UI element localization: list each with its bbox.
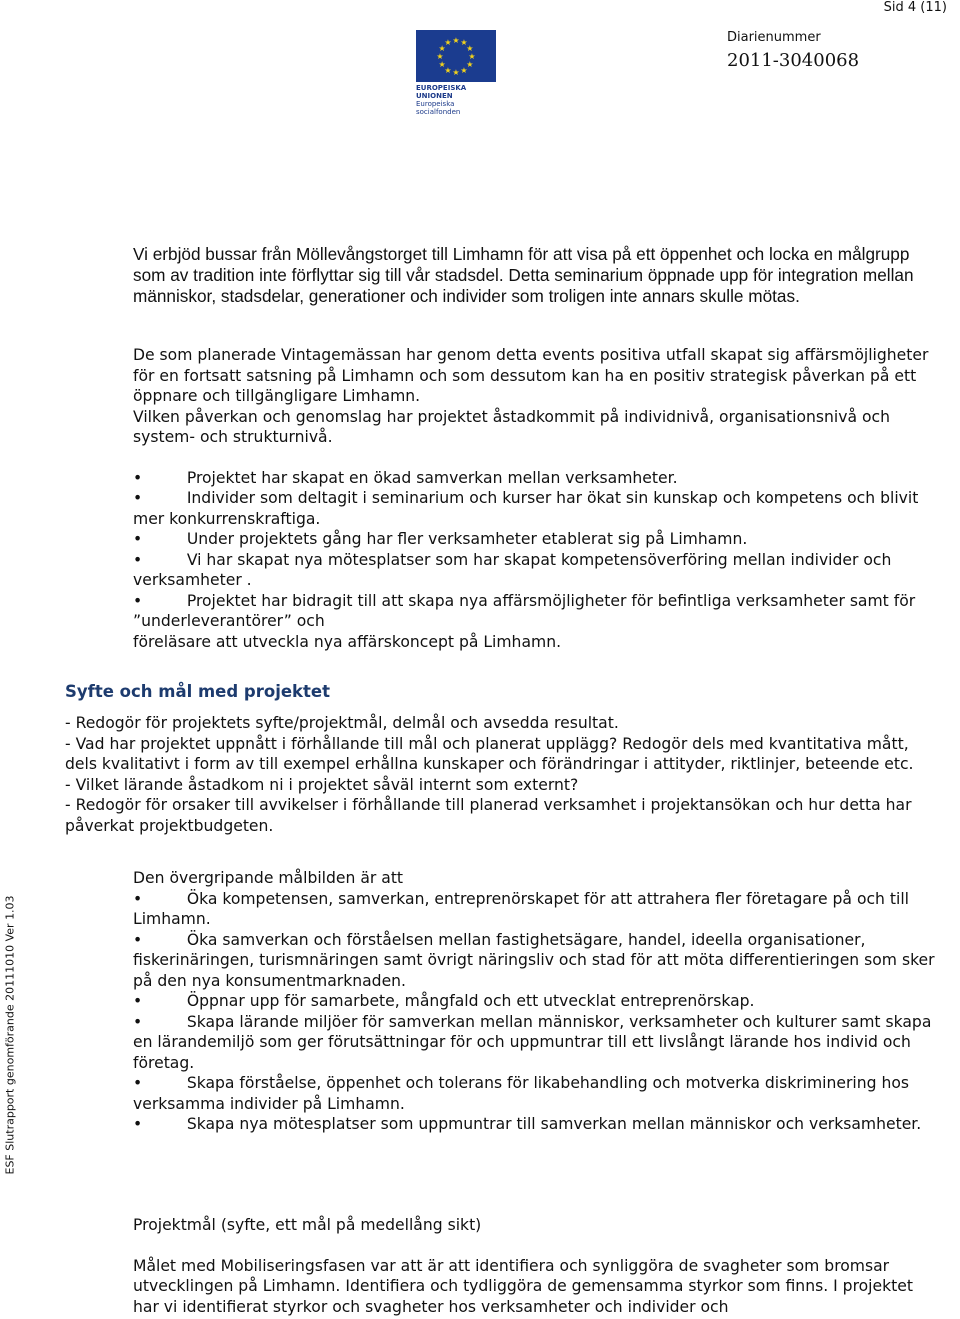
list-item: • Skapa lärande miljöer för samverkan mellan människor, verksamheter och kulturer samt skapa en lärandemiljö som ger förutsättningar för och uppmuntrar till ett livslångt lärande hos individ och företag. — [133, 1012, 932, 1072]
list-item: • Projektet har skapat en ökad samverkan mellan verksamheter. — [133, 468, 678, 487]
impact-tail: föreläsare att utveckla nya affärskoncept på Limhamn. — [133, 632, 562, 651]
spacer — [133, 448, 938, 468]
eu-star-icon: ★ — [466, 44, 474, 53]
eu-star-icon: ★ — [438, 44, 446, 53]
goal-section — [133, 868, 938, 1135]
intro-paragraph: Vi erbjöd bussar från Möllevångstorget till Limhamn för att visa på ett öppenhet och locka en målgrupp som av tradition inte förflyttar sig till vår stadsdel. Detta seminarium öppnade upp för integration mellan människor, stadsdelar, generationer och individer som troligen inte annars skulle mötas. — [133, 244, 914, 306]
instruction-line: - Redogör för orsaker till avvikelser i förhållande till planerad verksamhet i projektansökan och hur detta har påverkat projektbudgeten. — [65, 796, 912, 835]
eu-flag-icon — [416, 30, 496, 82]
eu-star-icon: ★ — [460, 65, 468, 75]
list-item: • Under projektets gång har fler verksamheter etablerat sig på Limhamn. — [133, 530, 748, 548]
logo-line-2: Europeiska socialfonden — [416, 100, 461, 116]
impact-question: Vilken påverkan och genomslag har projektet åstadkommit på individnivå, organisationsnivå och system- och strukturnivå. — [133, 407, 890, 446]
eu-star-icon: ★ — [444, 38, 452, 48]
eu-star-icon: ★ — [436, 52, 444, 61]
list-item: • Öka kompetensen, samverkan, entreprenörskapet för att attrahera fler företagare på och till Limhamn. — [133, 889, 910, 928]
list-item: • Skapa nya mötesplatser som uppmuntrar till samverkan mellan människor och verksamheter. — [133, 1115, 922, 1133]
spacer — [133, 1236, 938, 1256]
eu-star-icon: ★ — [468, 52, 476, 61]
eu-star-icon: ★ — [452, 36, 460, 45]
eu-star-icon: ★ — [438, 60, 446, 69]
impact-section — [133, 345, 938, 652]
projektmal-section — [133, 1215, 938, 1317]
eu-star-icon: ★ — [444, 65, 452, 75]
diarienummer-label: Diarienummer — [727, 30, 821, 45]
list-item: • Öka samverkan och förståelsen mellan fastighetsägare, handel, ideella organisationer, fiskerinäringen, turismnäringen samt övrigt näringsliv och stad för att möta differentieringen som sker på den nya konsumentmarknaden. — [133, 930, 935, 990]
list-item: • Skapa förståelse, öppenhet och tolerans för likabehandling och motverka diskriminering hos verksamma individer på Limhamn. — [133, 1074, 910, 1113]
eu-star-icon: ★ — [466, 60, 474, 69]
list-item: • Vi har skapat nya mötesplatser som har skapat kompetensöverföring mellan individer och verksamheter . — [133, 550, 892, 589]
list-item: • Öppnar upp för samarbete, mångfald och ett utvecklat entreprenörskap. — [133, 992, 755, 1010]
eu-star-icon: ★ — [452, 68, 460, 77]
projektmal-paragraph: Målet med Mobiliseringsfasen var att är att identifiera och synliggöra de svagheter som bromsar utvecklingen på Limhamn. Identifiera och tydliggöra de gemensamma styrkor som finns. I projektet har vi identifierat styrkor och svagheter hos verksamheter och individer och — [133, 1256, 913, 1316]
page-number: Sid 4 (11) — [883, 0, 947, 15]
instruction-line: - Redogör för projektets syfte/projektmål, delmål och avsedda resultat. — [65, 714, 619, 732]
eu-logo — [416, 30, 500, 116]
list-item: • Individer som deltagit i seminarium och kurser har ökat sin kunskap och kompetens och blivit mer konkurrenskraftiga. — [133, 489, 919, 528]
document-version-label: ESF Slutrapport genomförande 20111010 Ver 1.03 — [3, 895, 17, 1175]
section-heading: Syfte och mål med projektet — [65, 682, 330, 701]
goal-intro: Den övergripande målbilden är att — [133, 869, 404, 887]
projektmal-heading: Projektmål (syfte, ett mål på medellång sikt) — [133, 1216, 482, 1234]
instruction-line: - Vad har projektet uppnått i förhållande till mål och planerat upplägg? Redogör dels med kvantitativa mått, dels kvalitativt i form av till exempel erhållna kunskaper och förändringar i attityder, riktlinjer, beteende etc. — [65, 734, 914, 773]
instruction-line: - Vilket lärande åstadkom ni i projektet såväl internt som externt? — [65, 775, 579, 794]
vintage-paragraph: De som planerade Vintagemässan har genom detta events positiva utfall skapat sig affärsmöjligheter för en fortsatt satsning på Limhamn och som dessutom kan ha en positiv strategisk påverkan på ett öppnare och tillgängligare Limhamn. — [133, 346, 929, 405]
eu-star-icon: ★ — [460, 38, 468, 48]
logo-line-1: EUROPEISKA UNIONEN — [416, 84, 467, 100]
diarienummer-value: 2011-3040068 — [727, 50, 860, 71]
list-item: • Projektet har bidragit till att skapa nya affärsmöjligheter för befintliga verksamheter samt för ”underleverantörer” och — [133, 591, 916, 630]
instructions — [65, 713, 945, 836]
